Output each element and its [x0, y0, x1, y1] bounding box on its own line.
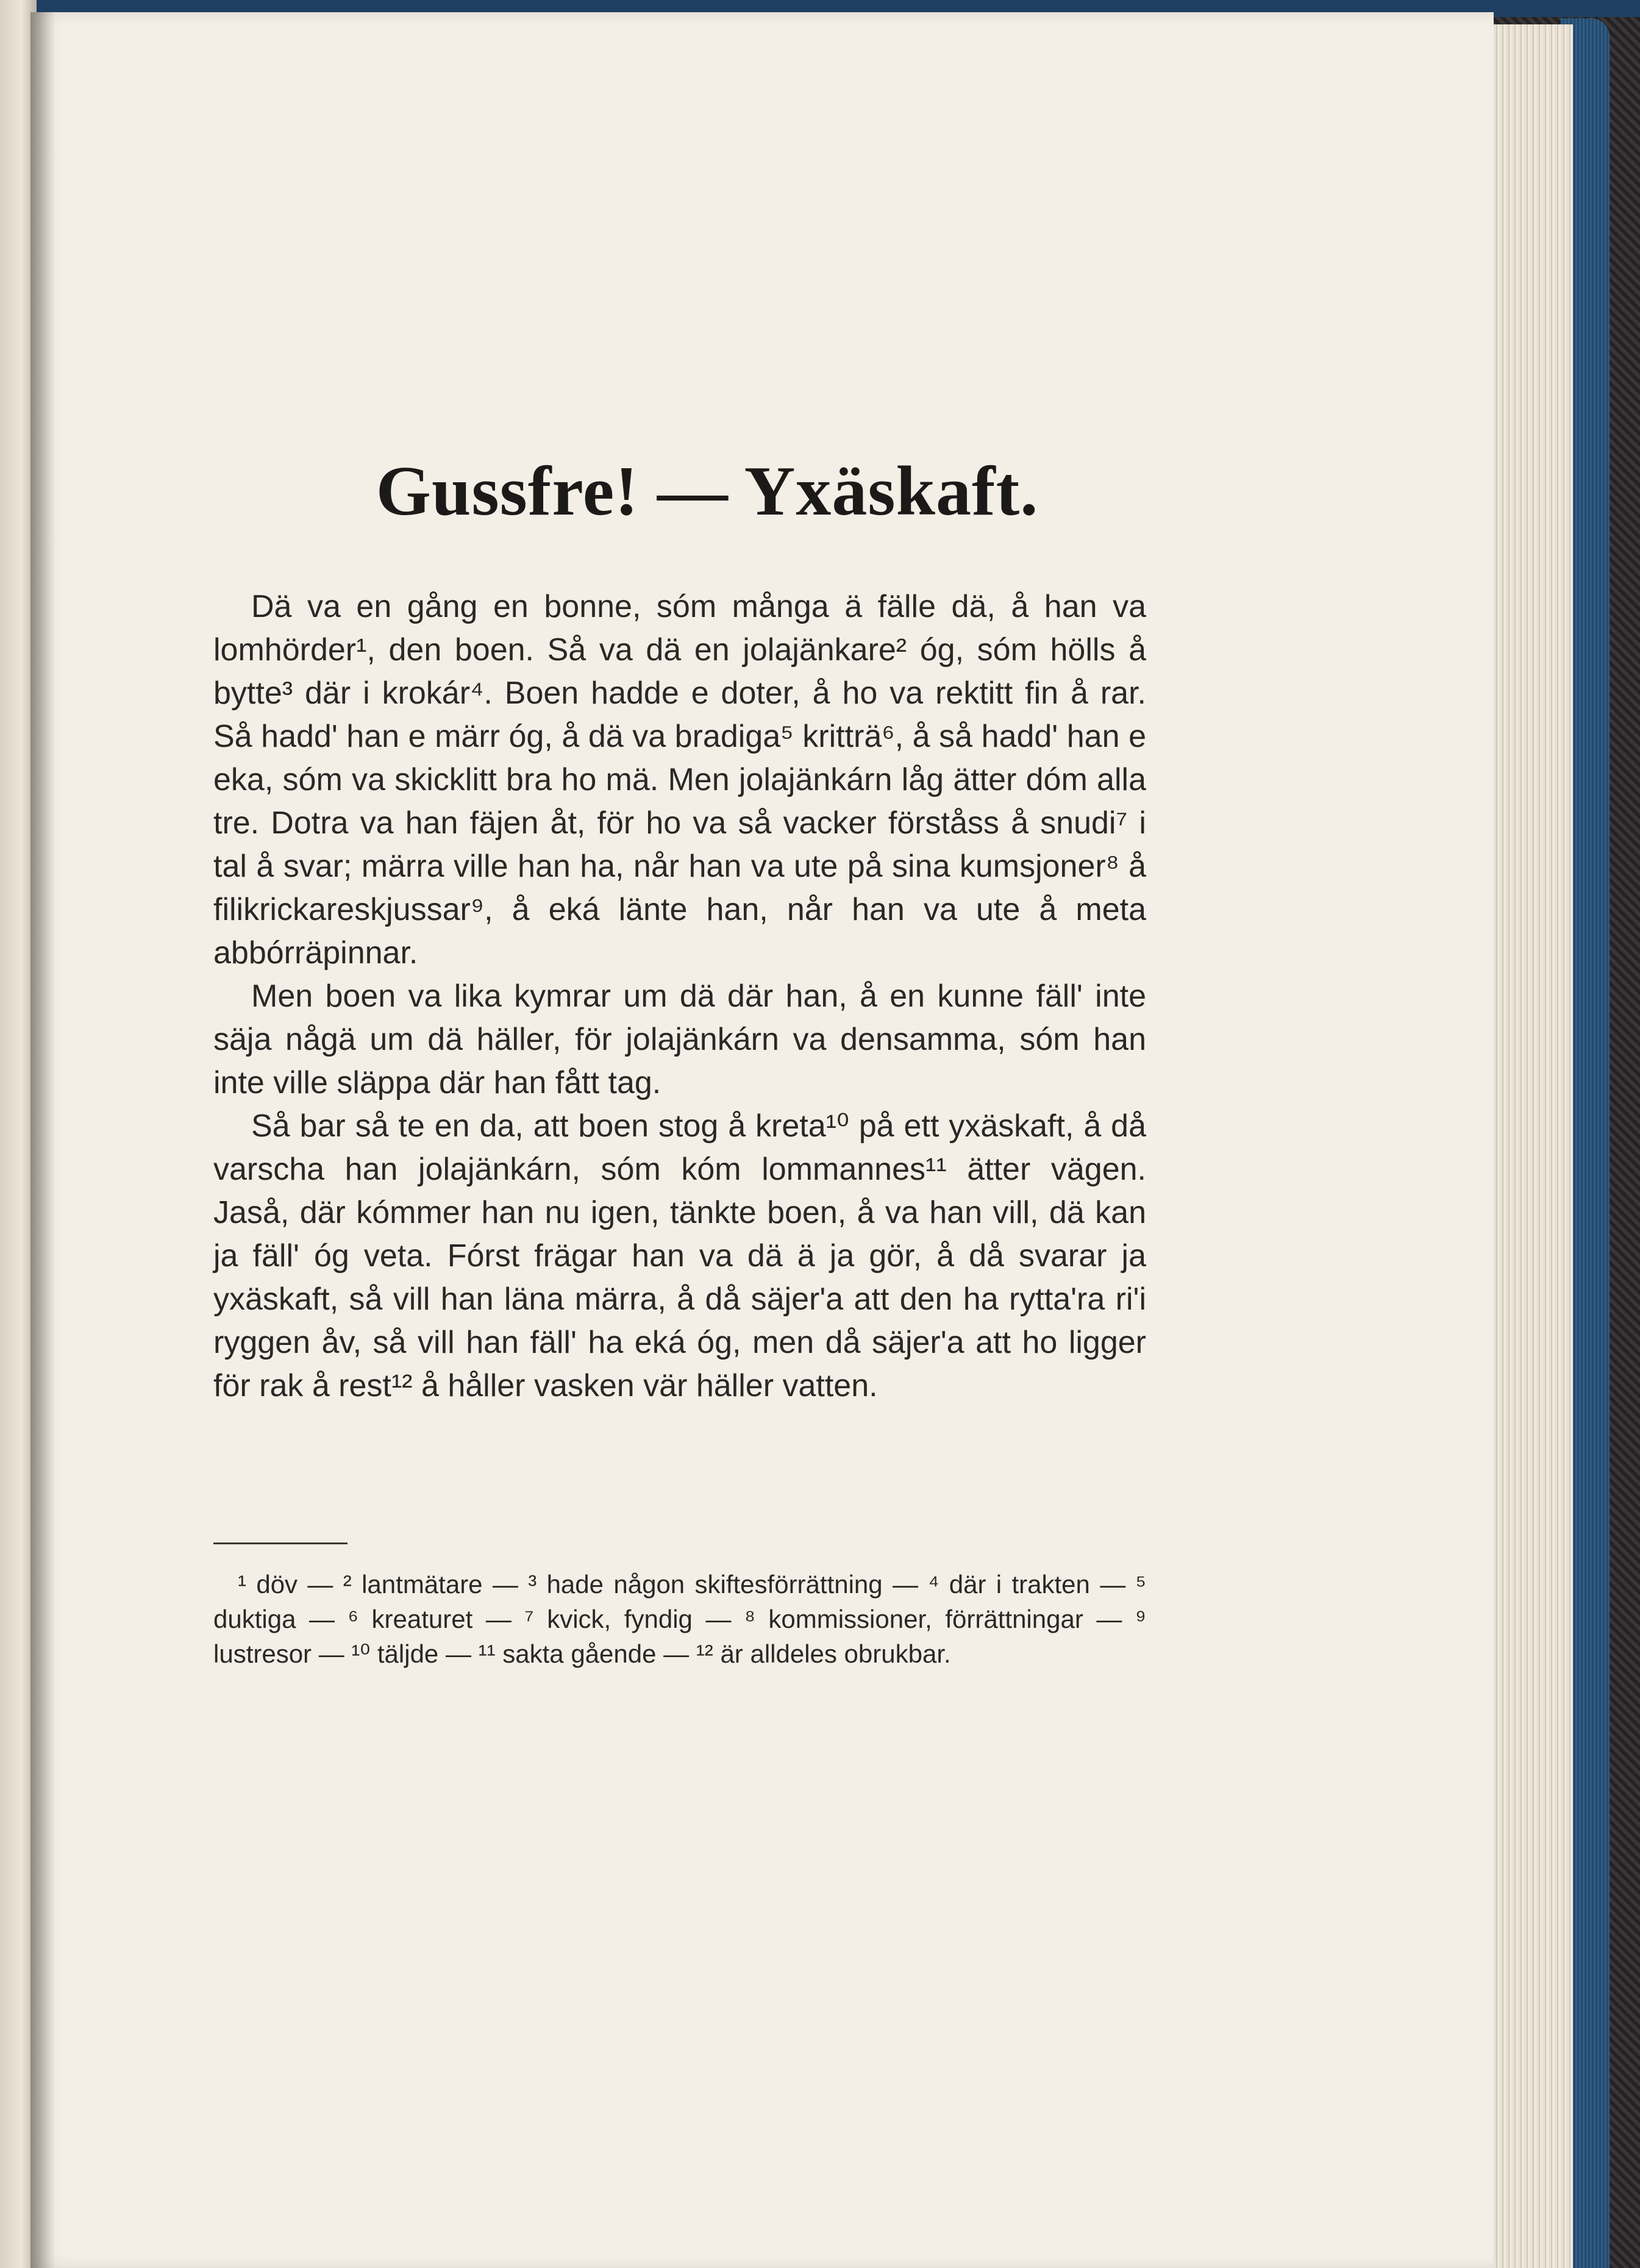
page-edges: [1481, 24, 1573, 2268]
gutter-shadow: [30, 12, 55, 2268]
body-text: [213, 585, 1146, 1408]
footnotes: [213, 1567, 1146, 1671]
paragraph: Men boen va lika kymrar um dä där han, å en kunne fäll' inte säja någä um dä häller, för jolajänkárn va densamma, sóm han inte ville släppa där han fått tag.: [213, 979, 1146, 1100]
footnote-divider: [213, 1542, 348, 1544]
footnote-text: ¹ döv — ² lantmätare — ³ hade någon skiftesförrättning — ⁴ där i trakten — ⁵ duktiga — ⁶ kreaturet — ⁷ kvick, fyndig — ⁸ kommissioner, förrättningar — ⁹ lustresor — ¹⁰ täljde — ¹¹ sakta gående — ¹² är alldeles obrukbar.: [213, 1570, 1146, 1668]
page-title: Gussfre! — Yxäskaft.: [376, 452, 1039, 530]
paragraph: Så bar så te en da, att boen stog å kreta¹⁰ på ett yxäskaft, å då varscha han jolajänkárn, sóm kóm lommannes¹¹ ätter vägen. Jaså, där kómmer han nu igen, tänkte boen, å va han vill, dä kan ja fäll' óg veta. Fórst frägar han va dä ä ja gör, å då svarar ja yxäskaft, så vill han läna märra, å då säjer'a att den ha rytta'ra ri'i ryggen åv, så vill han fäll' ha eká óg, men då säjer'a att ho ligger för rak å rest¹² å håller vasken vär häller vatten.: [213, 1108, 1146, 1403]
paragraph: Dä va en gång en bonne, sóm många ä fälle dä, å han va lomhörder¹, den boen. Så va dä en jolajänkare² óg, sóm hölls å bytte³ där i krokár⁴. Boen hadde e doter, å ho va rektitt fin å rar. Så hadd' han e märr óg, å dä va bradiga⁵ kritträ⁶, å så hadd' han e eka, sóm va skicklitt bra ho mä. Men jolajänkárn låg ätter dóm alla tre. Dotra va han fäjen åt, för ho va så vacker förståss å snudi⁷ i tal å svar; märra ville han ha, når han va ute på sina kumsjoner⁸ å filikrickareskjussar⁹, å eká länte han, når han va ute å meta abbórräpinnar.: [213, 589, 1146, 971]
